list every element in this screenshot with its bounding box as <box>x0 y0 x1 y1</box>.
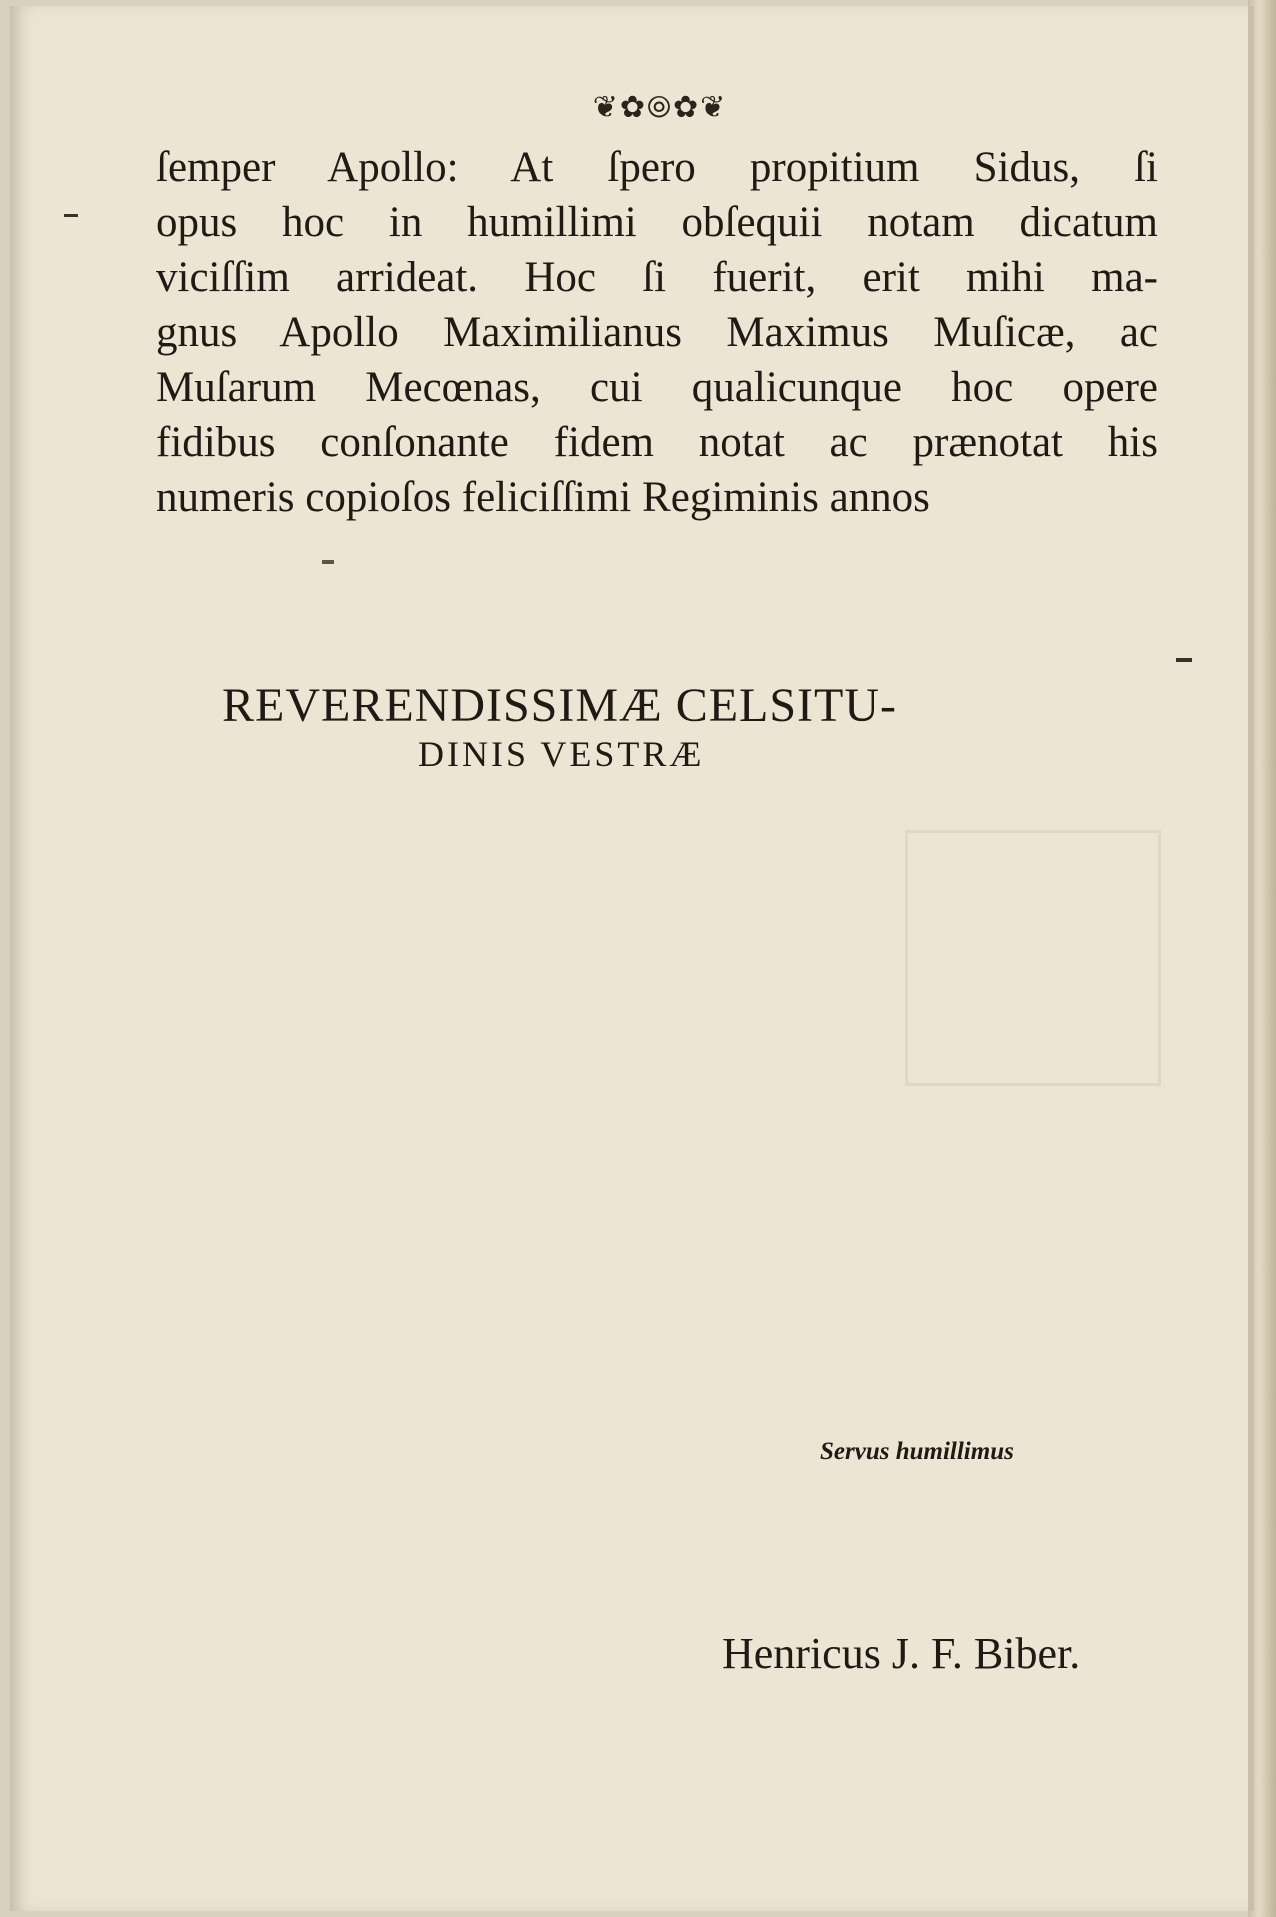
text-line: Muſarum Mecœnas, cui qualicunque hoc opere <box>156 364 1158 411</box>
text-line: fidibus conſonante fidem notat ac prænotat his <box>156 419 1158 466</box>
text-line: ſemper Apollo: At ſpero propitium Sidus, ſi <box>156 144 1158 191</box>
text-line: numeris copioſos feliciſſimi Regiminis annos <box>156 474 930 521</box>
text-line: viciſſim arrideat. Hoc ſi fuerit, erit mihi ma- <box>156 254 1158 301</box>
margin-mark <box>1176 658 1192 662</box>
closing-line-1: REVERENDISSIMÆ CELSITU- <box>222 679 898 732</box>
ornament-icon: ❦✿⦾✿❦ <box>592 90 728 125</box>
text-line: gnus Apollo Maximilianus Maximus Muſicæ, ac <box>156 309 1158 356</box>
body-text <box>156 140 1158 525</box>
ink-mark <box>322 560 334 564</box>
bleed-through-initial <box>905 830 1161 1086</box>
text-line: opus hoc in humillimi obſequii notam dicatum <box>156 199 1158 246</box>
signature: Henricus J. F. Biber. <box>722 1629 1081 1678</box>
closing-line-2: DINIS VESTRÆ <box>418 734 705 774</box>
servus-line: Servus humillimus <box>820 1438 1014 1465</box>
margin-mark <box>64 214 78 217</box>
